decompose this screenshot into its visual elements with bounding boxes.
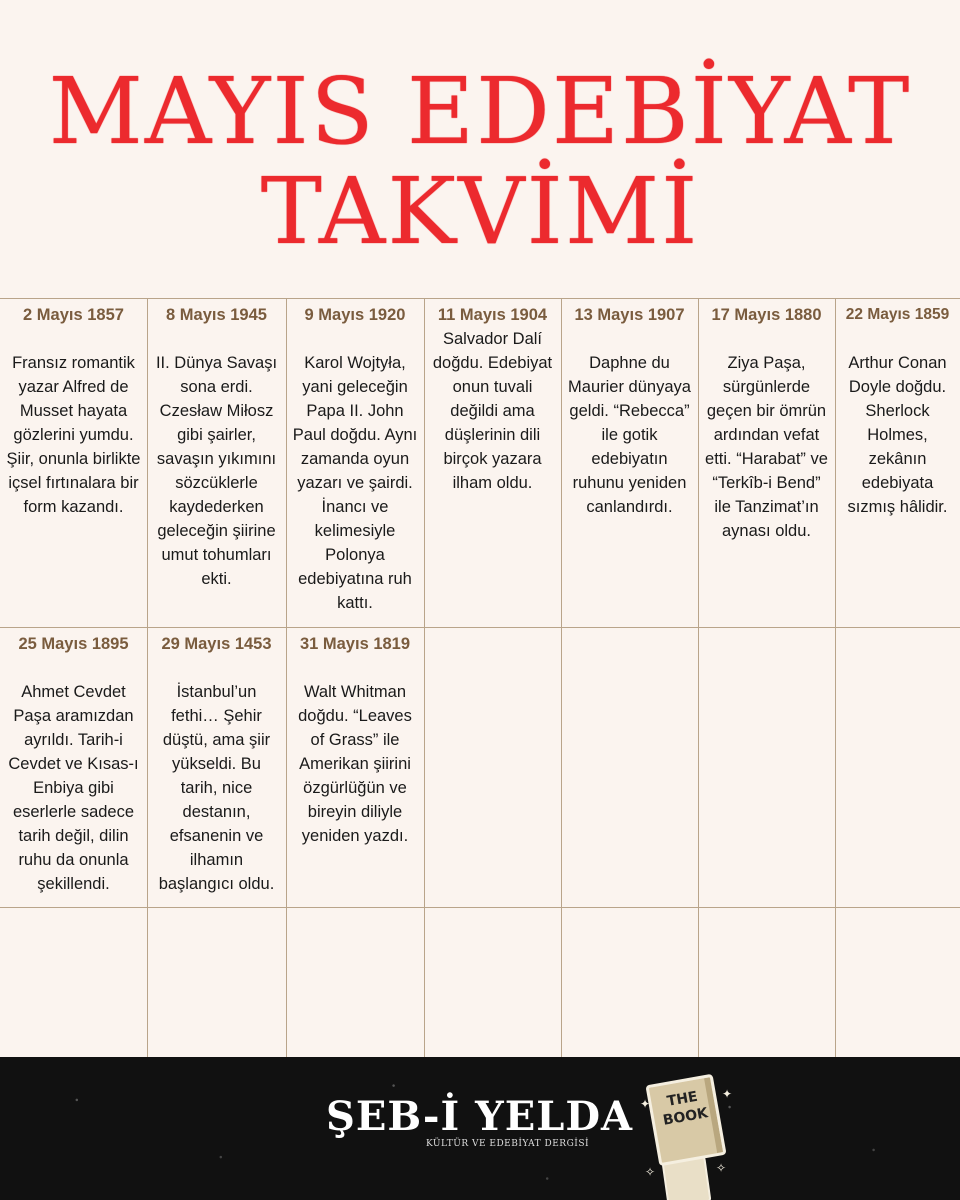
spark-icon: ✧: [645, 1165, 656, 1179]
calendar-cell: [424, 298, 561, 495]
cell-date: 22 Mayıs 1859: [845, 306, 950, 323]
cell-text: Daphne du Maurier dünyaya geldi. “Rebecca” ile gotik edebiyatın ruhunu yeniden canlandırdı.: [568, 354, 691, 516]
cell-text: Ziya Paşa, sürgünlerde geçen bir ömrün ardından vefat etti. “Harabat” ve “Terkîb-i Bend” ile Tanzimat’ın aynası oldu.: [705, 354, 828, 540]
calendar-cell: [286, 627, 424, 848]
grid-line: [0, 907, 960, 908]
footer-banner: [0, 1057, 960, 1200]
cell-date: 11 Mayıs 1904: [437, 306, 548, 324]
page-title: [0, 58, 960, 265]
cell-date: 17 Mayıs 1880: [711, 306, 822, 324]
calendar-grid: [0, 298, 960, 1058]
cell-date: 31 Mayıs 1819: [299, 635, 411, 653]
cell-date: 25 Mayıs 1895: [18, 635, 129, 653]
brand-logo: ŞEB-İ YELDA: [326, 1093, 634, 1140]
calendar-cell: [147, 298, 286, 591]
spark-icon: ✦: [722, 1087, 733, 1101]
cell-text: Salvador Dalí doğdu. Edebiyat onun tuvali değildi ama düşlerinin dili birçok yazara ilham oldu.: [432, 330, 553, 492]
brand-tagline: KÜLTÜR VE EDEBİYAT DERGİSİ: [426, 1139, 590, 1149]
spark-icon: ✧: [716, 1161, 727, 1175]
book-illustration: [645, 1074, 726, 1167]
calendar-cell: [0, 627, 147, 896]
calendar-cell: [286, 298, 424, 615]
cell-text: Walt Whitman doğdu. “Leaves of Grass” ile Amerikan şiirini özgürlüğün ve bireyin diliyle yeniden yazdı.: [298, 683, 412, 845]
cell-date: 8 Mayıs 1945: [166, 306, 267, 324]
calendar-cell: [835, 298, 960, 519]
title-line-2: TAKVİMİ: [260, 158, 700, 265]
cell-text: Ahmet Cevdet Paşa aramızdan ayrıldı. Tarih-i Cevdet ve Kısas-ı Enbiya gibi eserlerle sadece tarih değil, dilin ruhu da onunla şekillendi.: [8, 683, 139, 893]
cell-text: Arthur Conan Doyle doğdu. Sherlock Holmes, zekânın edebiyata sızmış hâlidir.: [847, 354, 948, 516]
title-line-1: MAYIS EDEBİYAT: [48, 58, 912, 165]
cell-text: II. Dünya Savaşı sona erdi. Czesław Miłosz gibi şairler, savaşın yıkımını sözcüklerle kaydederken geleceğin şiirine umut tohumları ekti.: [155, 354, 278, 588]
calendar-cell: [698, 298, 835, 543]
cell-text: İstanbul’un fethi… Şehir düştü, ama şiir yükseldi. Bu tarih, nice destanın, efsanenin ve ilhamın başlangıcı oldu.: [158, 683, 275, 893]
book-label: THE BOOK: [661, 1088, 710, 1129]
cell-text: Fransız romantik yazar Alfred de Musset hayata gözlerini yumdu. Şiir, onunla birlikte içsel fırtınalara bir form kazandı.: [6, 354, 141, 516]
cell-date: 9 Mayıs 1920: [304, 306, 406, 324]
spark-icon: ✦: [640, 1097, 651, 1111]
cell-date: 29 Mayıs 1453: [161, 635, 272, 653]
calendar-cell: [147, 627, 286, 896]
calendar-cell: [0, 298, 147, 519]
cell-text: Karol Wojtyła, yani geleceğin Papa II. John Paul doğdu. Aynı zamanda oyun yazarı ve şairdi. İnancı ve kelimesiyle Polonya edebiyatına ruh kattı.: [292, 354, 418, 612]
calendar-cell: [561, 298, 698, 519]
cell-date: 13 Mayıs 1907: [574, 306, 685, 324]
cell-date: 2 Mayıs 1857: [23, 306, 124, 324]
